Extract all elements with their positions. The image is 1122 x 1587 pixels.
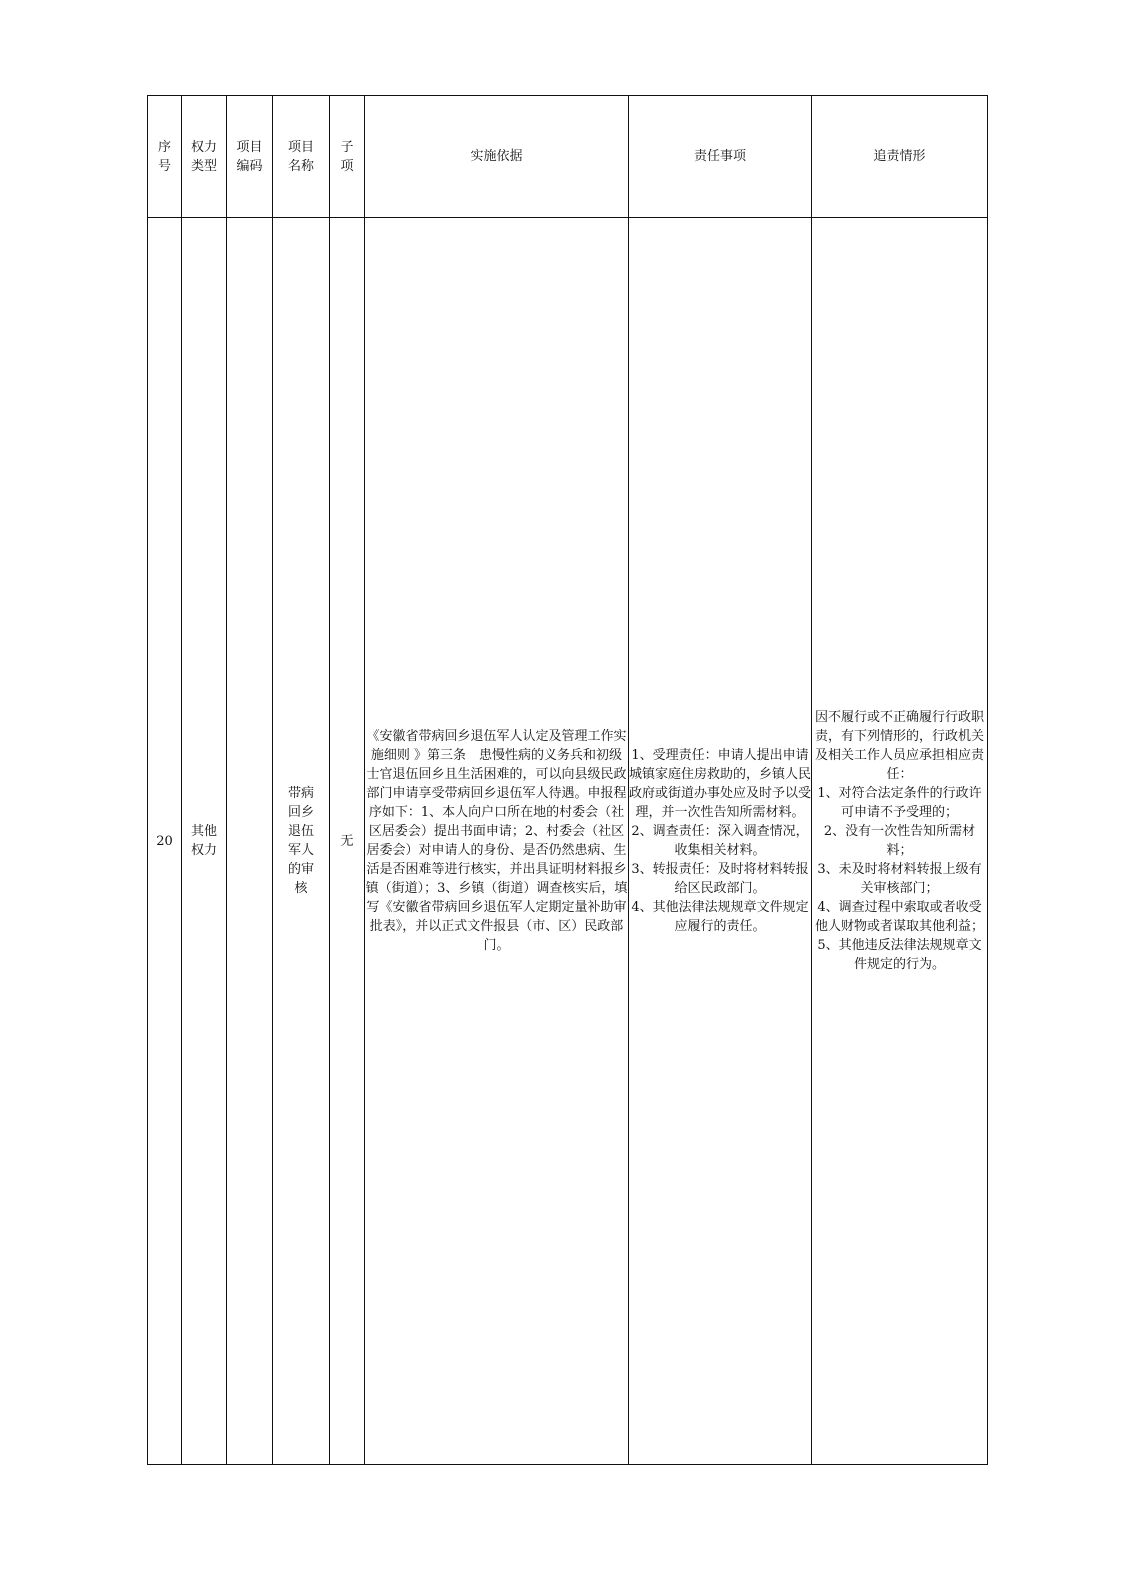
cell-seq: 20 (148, 218, 182, 1465)
cell-type: 其他权力 (182, 218, 227, 1465)
responsibility-item: 4、其他法律法规规章文件规定应履行的责任。 (631, 900, 809, 934)
cell-name: 带病回乡退伍军人的审核 (273, 218, 330, 1465)
accountability-item: 5、其他违反法律法规规章文件规定的行为。 (817, 938, 982, 972)
accountability-item: 4、调查过程中索取或者收受他人财物或者谋取其他利益； (814, 900, 984, 934)
header-seq: 序号 (148, 96, 182, 218)
header-type: 权力类型 (182, 96, 227, 218)
responsibility-item: 1、受理责任：申请人提出申请城镇家庭住房救助的，乡镇人民政府或街道办事处应及时予以受理，并一次性告知所需材料。 (629, 748, 812, 820)
table-row (148, 218, 988, 1465)
authority-table (147, 95, 988, 1465)
header-code: 项目编码 (227, 96, 273, 218)
cell-responsibility (629, 218, 812, 1465)
header-sub: 子项 (330, 96, 365, 218)
accountability-item: 3、未及时将材料转报上级有关审核部门； (817, 862, 982, 896)
header-name: 项目名称 (273, 96, 330, 218)
responsibility-item: 3、转报责任：及时将材料转报给区民政部门。 (631, 862, 809, 896)
cell-sub: 无 (330, 218, 365, 1465)
accountability-item: 2、没有一次性告知所需材料； (823, 824, 976, 858)
cell-basis: 《安徽省带病回乡退伍军人认定及管理工作实施细则 》第三条 患慢性病的义务兵和初级士官退伍回乡且生活困难的，可以向县级民政部门申请享受带病回乡退伍军人待遇。申报程序如下：1、本人向户口所在地的村委会（社区居委会）提出书面申请；2、村委会（社区居委会）对申请人的身份、是否仍然患病、生活是否困难等进行核实，并出具证明材料报乡镇（街道）；3、乡镇（街道）调查核实后，填写《安徽省带病回乡退伍军人定期定量补助审批表》，并以正式文件报县（市、区）民政部门。 (365, 218, 629, 1465)
accountability-item: 1、对符合法定条件的行政许可申请不予受理的； (817, 786, 982, 820)
table-header-row (148, 96, 988, 218)
header-responsibility: 责任事项 (629, 96, 812, 218)
cell-code (227, 218, 273, 1465)
cell-accountability (812, 218, 988, 1465)
responsibility-item: 2、调查责任：深入调查情况，收集相关材料。 (631, 824, 809, 858)
accountability-item: 因不履行或不正确履行行政职责，有下列情形的，行政机关及相关工作人员应承担相应责任： (814, 710, 984, 782)
header-accountability: 追责情形 (812, 96, 988, 218)
header-basis: 实施依据 (365, 96, 629, 218)
